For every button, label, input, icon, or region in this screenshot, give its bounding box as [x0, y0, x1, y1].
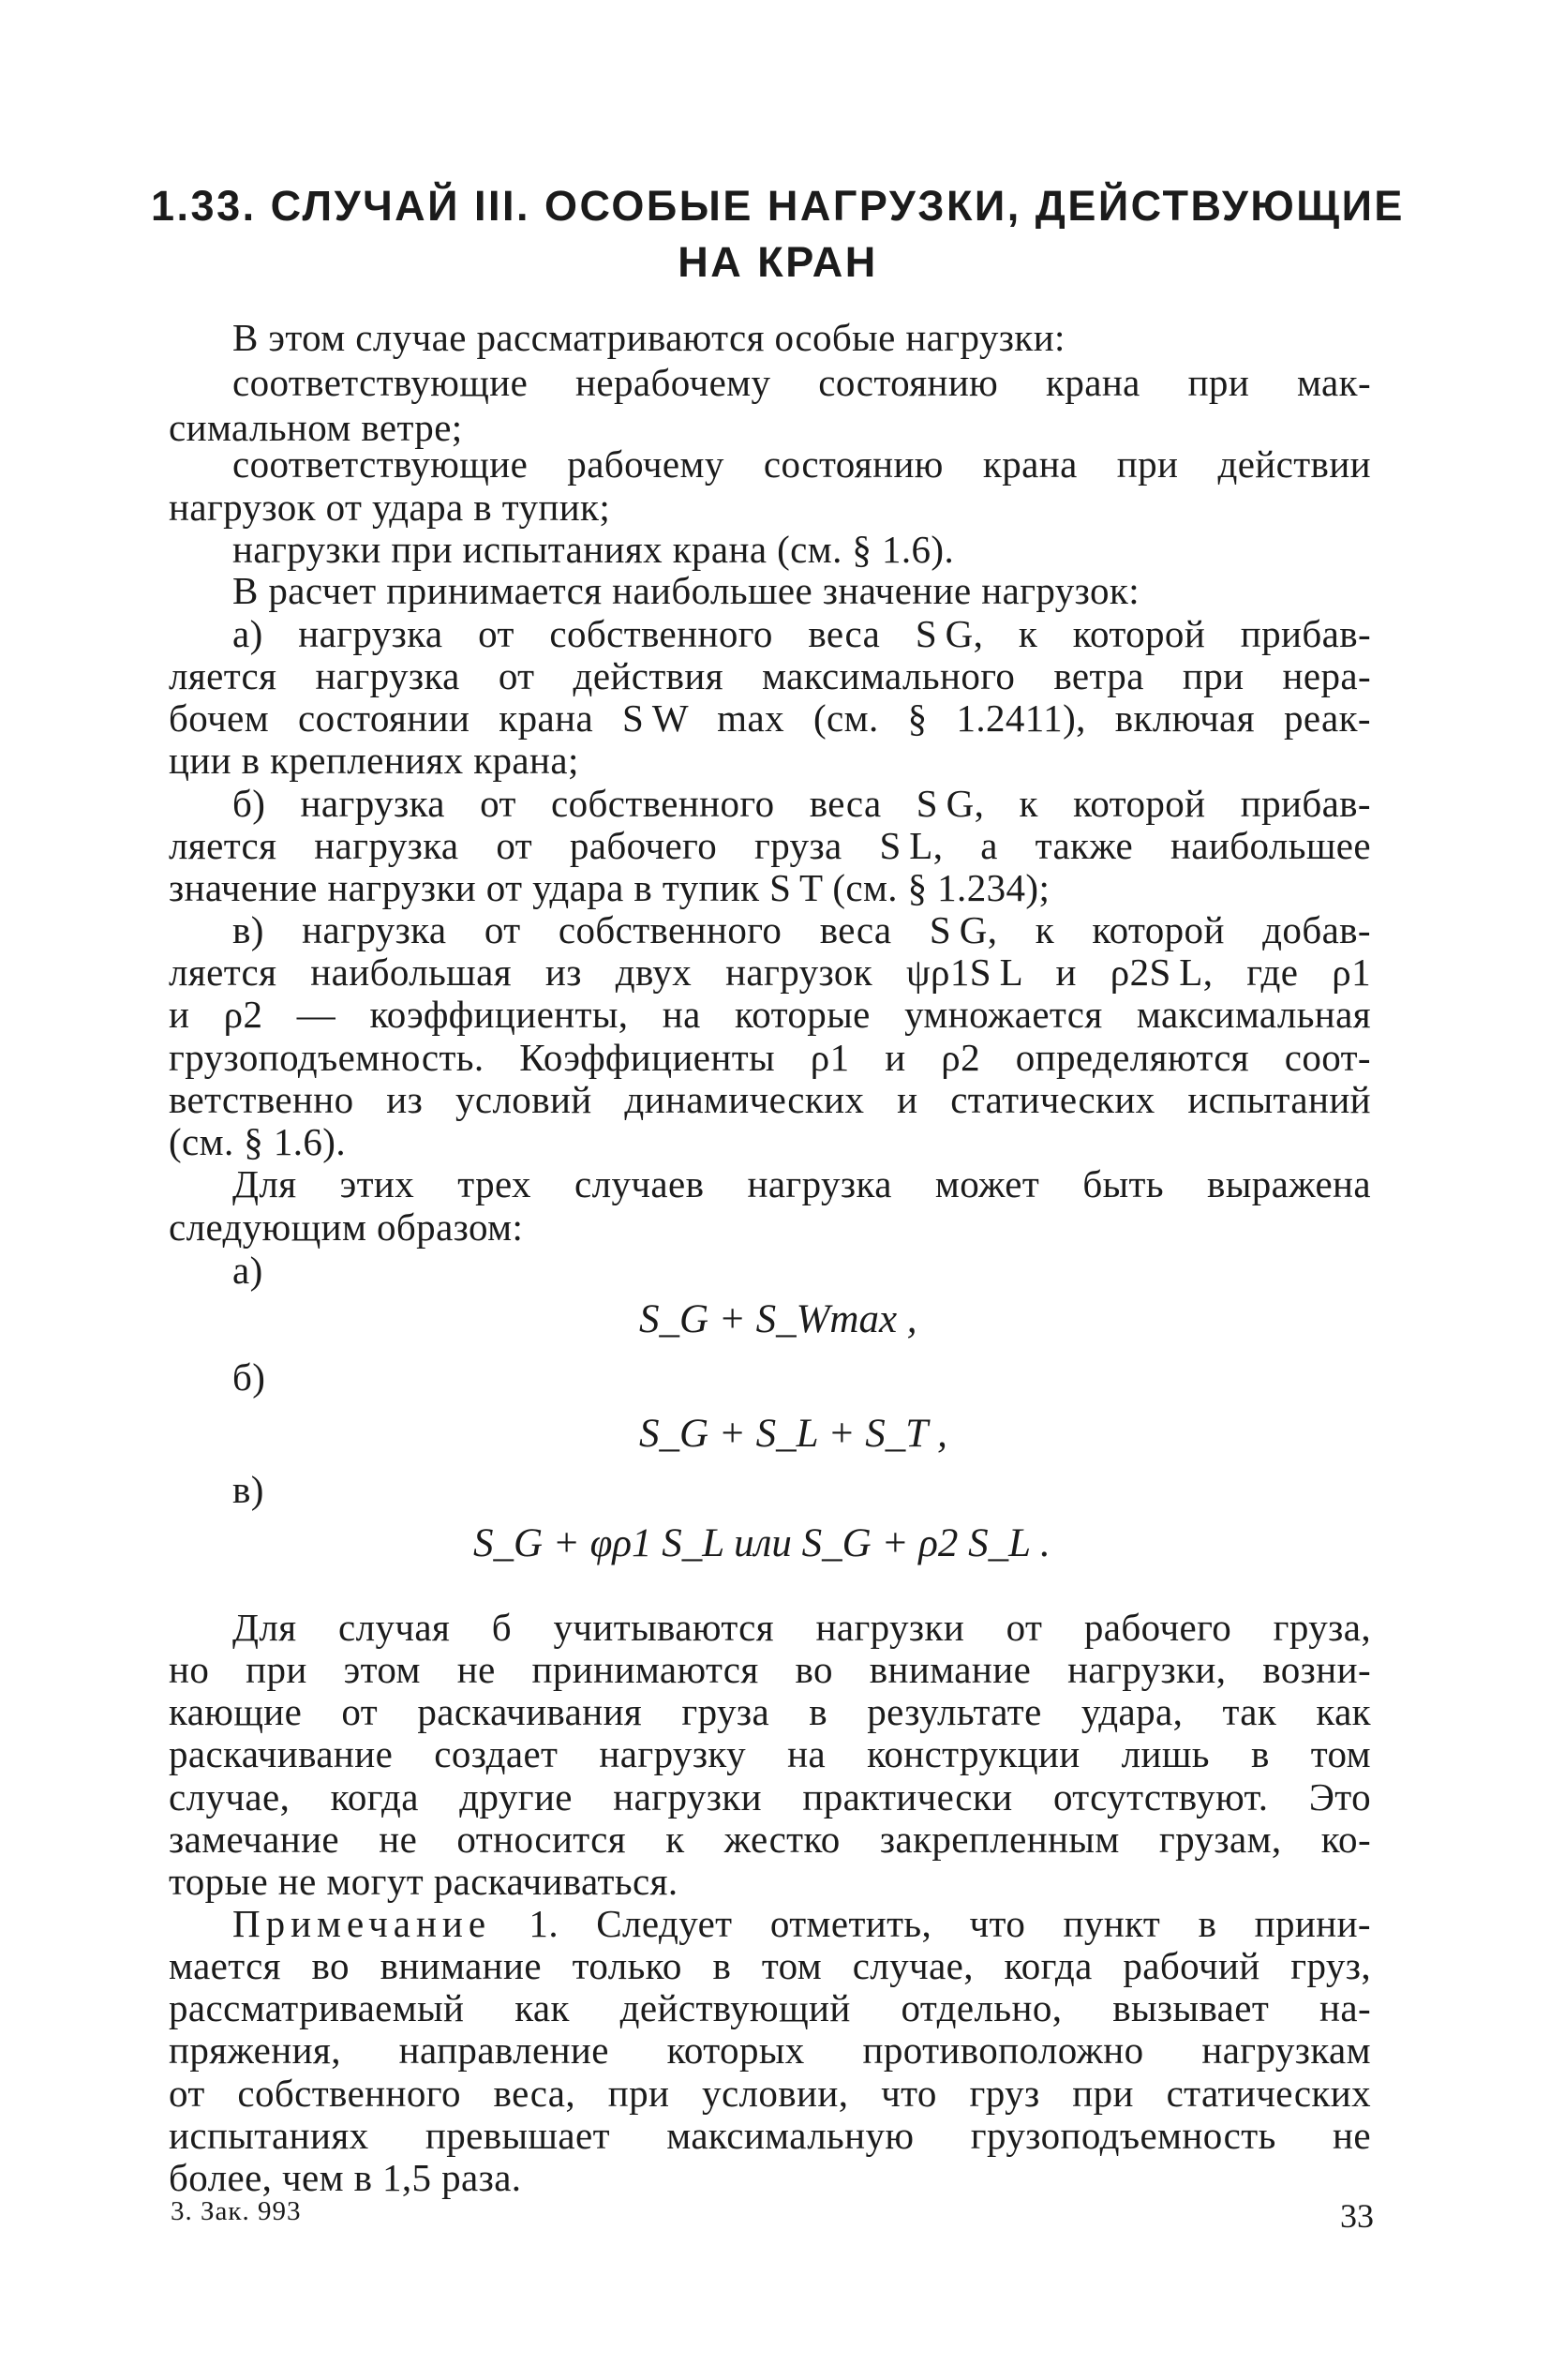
text-line: в) нагрузка от собственного веса S G, к которой добав- — [232, 908, 1371, 951]
text-line: соответствующие нерабочему состоянию крана при мак- — [232, 361, 1371, 404]
formula-label-v: в) — [232, 1468, 264, 1511]
text-line: Для этих трех случаев нагрузка может быть выражена — [232, 1162, 1371, 1205]
text-line: ляется нагрузка от действия максимального ветра при нера- — [169, 654, 1371, 697]
text-line: мается во внимание только в том случае, когда рабочий груз, — [169, 1944, 1371, 1987]
text-line: замечание не относится к жестко закрепленным грузам, ко- — [169, 1818, 1371, 1861]
text-line: раскачивание создает нагрузку на конструкции лишь в том — [169, 1732, 1371, 1775]
text-line: кающие от раскачивания груза в результате удара, так как — [169, 1690, 1371, 1733]
text-line: торые не могут раскачиваться. — [169, 1860, 678, 1903]
text-line: соответствующие рабочему состоянию крана при действии — [232, 442, 1371, 486]
text-line: ляется нагрузка от рабочего груза S L, а также наибольшее — [169, 824, 1371, 867]
formula-label-a: а) — [232, 1249, 263, 1292]
text-line: испытаниях превышает максимальную грузоподъемность не — [169, 2114, 1371, 2157]
text-line: В расчет принимается наибольшее значение нагрузок: — [232, 569, 1140, 612]
footer-signature: 3. Зак. 993 — [171, 2196, 302, 2226]
formula-v-text: S_G + φρ1 S_L или S_G + ρ2 S_L . — [473, 1521, 1051, 1565]
page-number: 33 — [1340, 2197, 1374, 2235]
note-text: 1. Следует отметить, что пункт в прини- — [491, 1902, 1371, 1945]
text-line: симальном ветре; — [169, 406, 463, 449]
note-label: Примечание — [232, 1902, 492, 1945]
formula-b — [639, 1411, 947, 1458]
text-line: следующим образом: — [169, 1205, 524, 1249]
text-line: нагрузки при испытаниях крана (см. § 1.6). — [232, 528, 955, 571]
text-line: ции в креплениях крана; — [169, 739, 579, 782]
formula-b-text: S_G + S_L + S_T , — [639, 1412, 947, 1456]
note-first-line — [232, 1901, 1371, 1946]
text-line: случае, когда другие нагрузки практически отсутствуют. Это — [169, 1775, 1371, 1819]
text-line: (см. § 1.6). — [169, 1120, 346, 1163]
text-line: рассматриваемый как действующий отдельно, вызывает на- — [169, 1986, 1371, 2029]
text-line: ветственно из условий динамических и статических испытаний — [169, 1078, 1371, 1121]
text-line: пряжения, направление которых противоположно нагрузкам — [169, 2028, 1371, 2072]
text-line: нагрузок от удара в тупик; — [169, 486, 611, 529]
formula-a — [639, 1296, 917, 1343]
text-line: более, чем в 1,5 раза. — [169, 2156, 522, 2199]
text-line: от собственного веса, при условии, что груз при статических — [169, 2072, 1371, 2115]
formula-a-text: S_G + S_Wmax , — [639, 1297, 917, 1341]
text-line: значение нагрузки от удара в тупик S T (см. § 1.234); — [169, 866, 1051, 909]
text-line: а) нагрузка от собственного веса S G, к которой прибав- — [232, 612, 1371, 655]
text-line: но при этом не принимаются во внимание нагрузки, возни- — [169, 1648, 1371, 1691]
section-heading-line-1: 1.33. СЛУЧАЙ III. ОСОБЫЕ НАГРУЗКИ, ДЕЙСТВУЮЩИЕ — [151, 182, 1405, 230]
text-line: В этом случае рассматриваются особые нагрузки: — [232, 316, 1066, 359]
text-line: б) нагрузка от собственного веса S G, к которой прибав- — [232, 782, 1371, 825]
text-line: ляется наибольшая из двух нагрузок ψρ1S L и ρ2S L, где ρ1 — [169, 951, 1371, 994]
text-line: Для случая б учитываются нагрузки от рабочего груза, — [232, 1606, 1371, 1649]
text-line: бочем состоянии крана S W max (см. § 1.2411), включая реак- — [169, 696, 1371, 740]
section-heading-line-2: НА КРАН — [678, 238, 878, 286]
formula-v — [473, 1520, 1051, 1567]
text-line: и ρ2 — коэффициенты, на которые умножается максимальная — [169, 993, 1371, 1036]
formula-label-b: б) — [232, 1355, 266, 1399]
text-line: грузоподъемность. Коэффициенты ρ1 и ρ2 определяются соот- — [169, 1036, 1371, 1079]
